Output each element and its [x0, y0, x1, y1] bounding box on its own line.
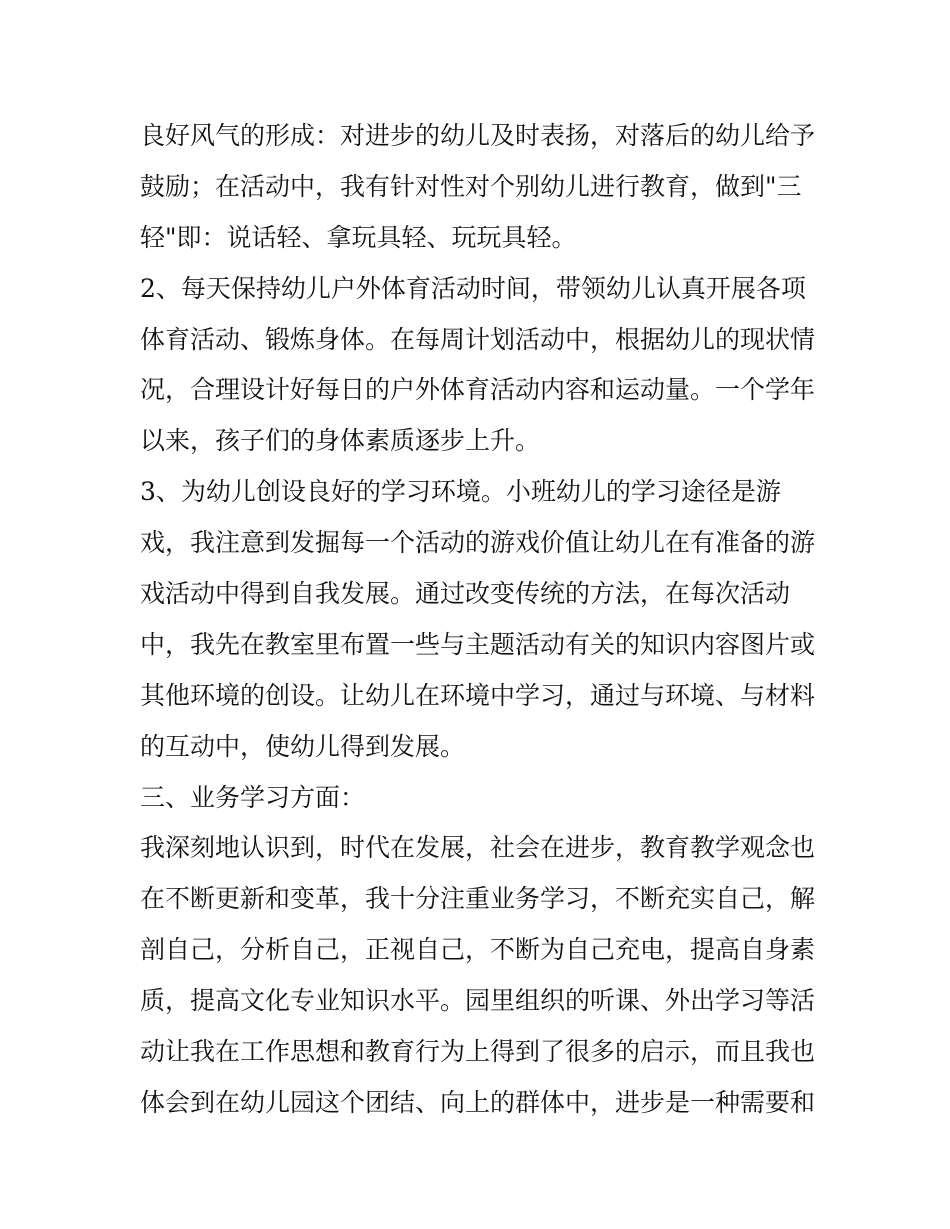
- text-line: 戏，我注意到发掘每一个活动的游戏价值让幼儿在有准备的游: [140, 528, 816, 558]
- section-heading: 三、业务学习方面：: [140, 782, 366, 812]
- text-line: 其他环境的创设。让幼儿在环境中学习，通过与环境、与材料: [140, 680, 816, 710]
- text-line: 良好风气的形成：对进步的幼儿及时表扬，对落后的幼儿给予: [140, 121, 816, 150]
- text-line: 轻"即：说话轻、拿玩具轻、玩玩具轻。: [140, 222, 577, 252]
- text-line: 2、每天保持幼儿户外体育活动时间，带领幼儿认真开展各项: [140, 273, 806, 303]
- document-body: [140, 111, 830, 1129]
- text-line: 以来，孩子们的身体素质逐步上升。: [140, 426, 541, 456]
- text-line: 质，提高文化专业知识水平。园里组织的听课、外出学习等活: [140, 986, 816, 1016]
- text-line: 戏活动中得到自我发展。通过改变传统的方法，在每次活动: [140, 579, 791, 609]
- text-line: 体会到在幼儿园这个团结、向上的群体中，进步是一种需要和: [140, 1087, 816, 1117]
- text-line: 鼓励；在活动中，我有针对性对个别幼儿进行教育，做到"三: [140, 171, 802, 201]
- text-line: 中，我先在教室里布置一些与主题活动有关的知识内容图片或: [140, 629, 816, 659]
- text-line: 我深刻地认识到，时代在发展，社会在进步，教育教学观念也: [140, 833, 816, 863]
- text-line: 动让我在工作思想和教育行为上得到了很多的启示，而且我也: [140, 1037, 816, 1067]
- text-line: 的互动中，使幼儿得到发展。: [140, 731, 466, 761]
- text-line: 在不断更新和变革，我十分注重业务学习，不断充实自己，解: [140, 884, 816, 914]
- text-line: 3、为幼儿创设良好的学习环境。小班幼儿的学习途径是游: [140, 477, 781, 507]
- text-line: 体育活动、锻炼身体。在每周计划活动中，根据幼儿的现状情: [140, 324, 816, 354]
- text-line: 况，合理设计好每日的户外体育活动内容和运动量。一个学年: [140, 375, 816, 405]
- text-line: 剖自己，分析自己，正视自己，不断为自己充电，提高自身素: [140, 935, 816, 965]
